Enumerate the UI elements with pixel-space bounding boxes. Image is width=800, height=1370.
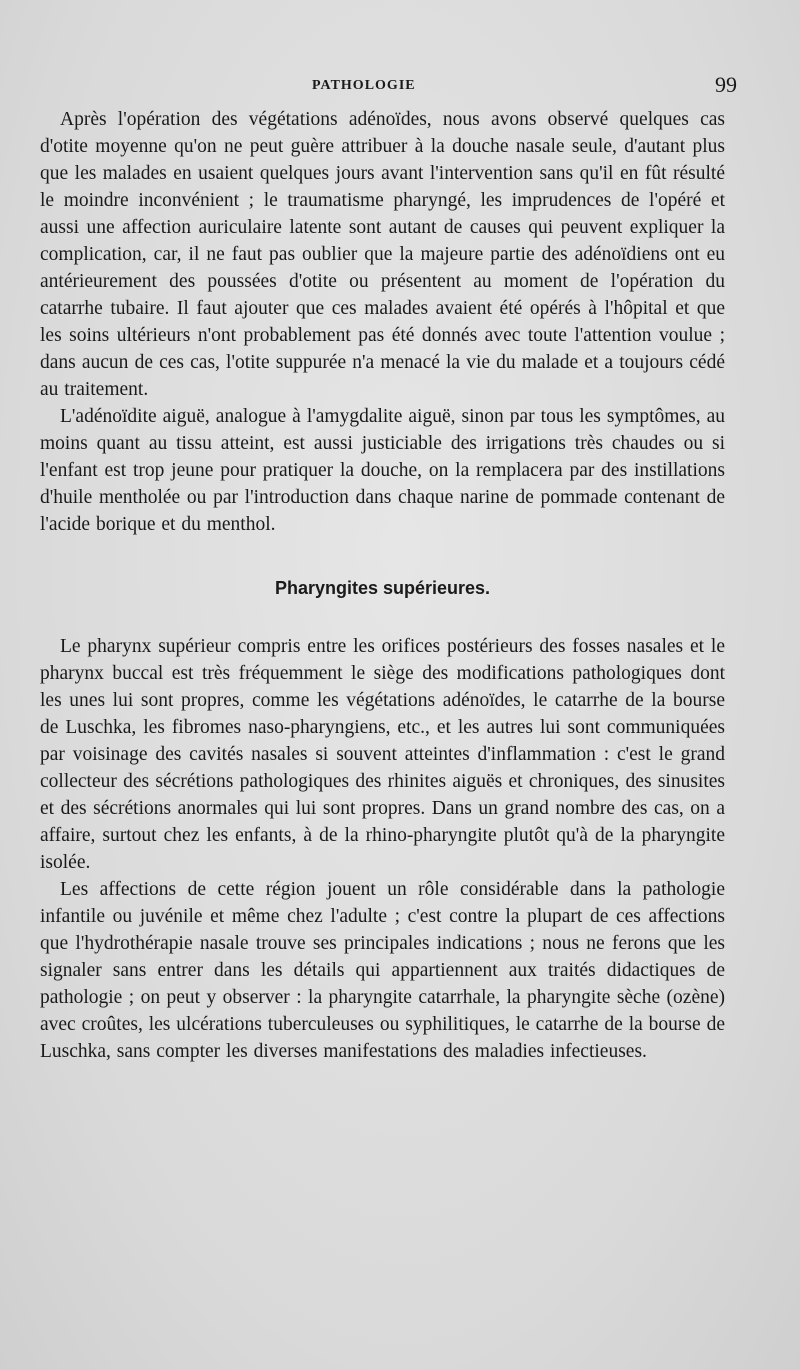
running-title: PATHOLOGIE [312,78,416,93]
section-heading: Pharyngites supérieures. [274,578,491,598]
paragraph-1: Après l'opération des végétations adénoïdes, nous avons observé quelques cas d'otite moyenne qu'on ne peut guère attribuer à la douche nasale seule, d'autant plus que les malades en usaient quelques jours avant l'intervention sans qu'il en fût résulté le moindre inconvénient ; le traumatisme pharyngé, les imprudences de l'opéré et aussi une affection auriculaire latente sont autant de causes qui peuvent expliquer la complication, car, il ne faut pas oublier que la majeure partie des adénoïdiens ont eu antérieurement des poussées d'otite ou présentent au moment de l'opération du catarrhe tubaire. Il faut ajouter que ces malades avaient été opérés à l'hôpital et que les soins ultérieurs n'ont probablement pas été donnés avec toute l'attention voulue ; dans aucun de ces cas, l'otite suppurée n'a menacé la vie du malade et a toujours cédé au traitement. [40,109,725,400]
page-number: 99 [715,72,737,97]
paragraph-4: Les affections de cette région jouent un rôle considérable dans la pathologie infantile ou juvénile et même chez l'adulte ; c'est contre la plupart de ces affections que l'hydrothérapie nasale trouve ses principales indications ; nous ne ferons que les signaler sans entrer dans les détails qui appartiennent aux traités didactiques de pathologie ; on peut y observer : la pharyngite catarrhale, la pharyngite sèche (ozène) avec croûtes, les ulcérations tuberculeuses ou syphilitiques, le catarrhe de la bourse de Luschka, sans compter les diverses manifestations des maladies infectieuses. [40,879,725,1062]
running-head [40,70,737,106]
paragraph-2: L'adénoïdite aiguë, analogue à l'amygdalite aiguë, sinon par tous les symptômes, au moins quant au tissu atteint, est aussi justiciable des irrigations très chaudes ou si l'enfant est trop jeune pour pratiquer la douche, on la remplacera par des instillations d'huile mentholée ou par l'introduction dans chaque narine de pommade contenant de l'acide borique et du menthol. [40,406,725,535]
paragraph-3: Le pharynx supérieur compris entre les orifices postérieurs des fosses nasales et le pharynx buccal est très fréquemment le siège des modifications pathologiques dont les unes lui sont propres, comme les végétations adénoïdes, le catarrhe de la bourse de Luschka, les fibromes naso-pharyngiens, etc., et les autres lui sont communiquées par voisinage des cavités nasales si souvent atteintes d'inflammation : c'est le grand collecteur des sécrétions pathologiques des rhinites aiguës et chroniques, des sinusites et des sécrétions anormales qui lui sont propres. Dans un grand nombre des cas, on a affaire, surtout chez les enfants, à de la rhino-pharyngite plutôt qu'à de la pharyngite isolée. [40,636,725,873]
book-page [40,70,737,1065]
